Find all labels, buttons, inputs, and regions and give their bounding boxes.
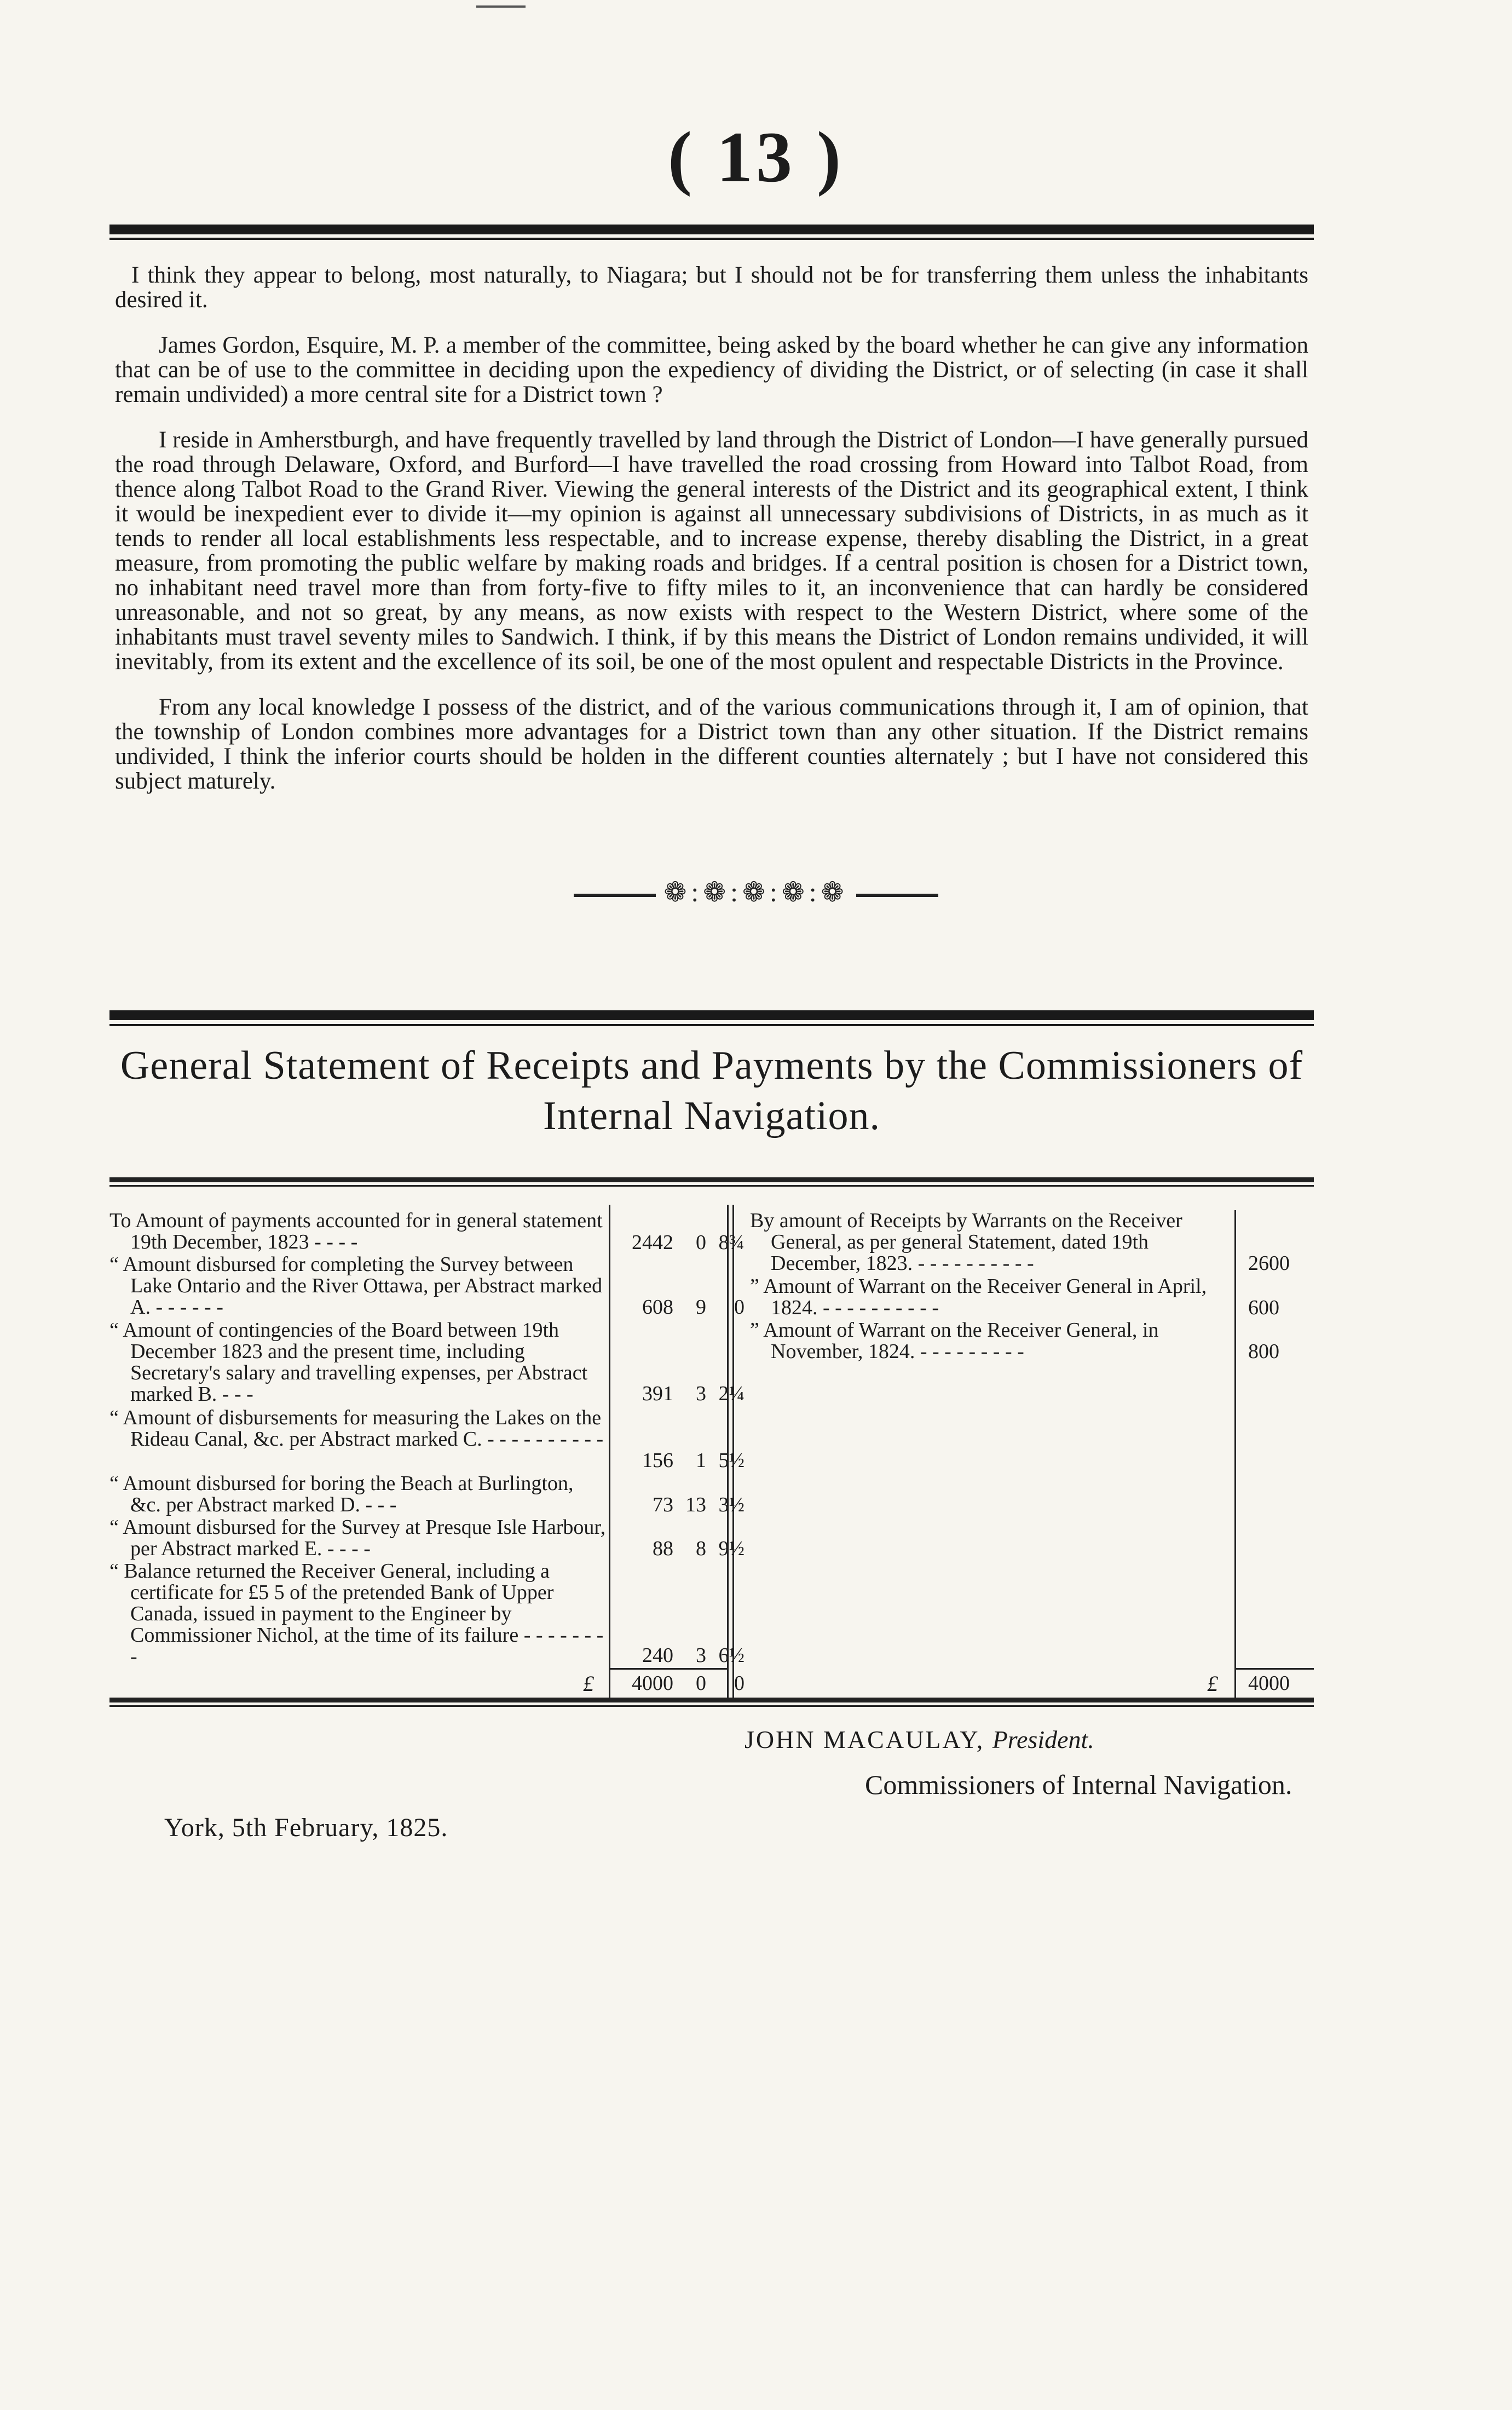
receipts-amount-rule [1234, 1210, 1236, 1698]
header-rule [109, 225, 1314, 234]
statement-title: General Statement of Receipts and Payments by the Commissioners of Internal Navigation. [120, 1043, 1303, 1138]
paragraph: I reside in Amherstburgh, and have frequently travelled by land through the District of London—I have generally pursued the road through Delaware, Oxford, and Burford—I have travelled the road crossing from Howard into Talbot Road, from thence along Talbot Road to the Grand River. Viewing the general interests of the District and its geographical extent, I think it would be inexpedient ever to divide it—my opinion is against all unnecessary subdivisions of Districts, in as much as it tends to render all local establishments less respectable, and to increase expense, thereby disabling the District, in a great measure, from promoting the public welfare by making roads and bridges. If a central position is chosen for a District town, no inhabitant need travel more than from forty-five to fifty miles to it, an inconvenience that can hardly be considered unreasonable, and not so great, by any means, as now exists with respect to the Western District, where some of the inhabitants must travel seventy miles to Sandwich. I think, if by this means the District of London remains undivided, it will inevitably, from its extent and the excellence of its soil, be one of the most opulent and respectable Districts in the Province. [115, 427, 1308, 675]
receipt-amount: 2600 [1248, 1252, 1290, 1275]
payment-amount: 240 3 6½ [642, 1644, 745, 1667]
payments-total: 4000 0 0 [632, 1672, 745, 1695]
table-bottom-rule-thin [109, 1705, 1314, 1707]
dateline: York, 5th February, 1825. [164, 1813, 448, 1842]
testimony-text [115, 263, 1308, 814]
statement-top-rule [109, 1010, 1314, 1020]
payment-amount: 88 8 9½ [653, 1537, 745, 1560]
account-statement: To Amount of payments accounted for in general statement 19th December, 1823 - - - - 2442 0 8¾ “ Amount disbursed for completing the Survey between Lake Ontario and the River Ottawa, per Abstract marked A. - - - - - - 608 9 0 “ Amount of contingencies of the Board between 19th December 1823 and the present time, including Secretary's salary and travelling expenses, per Abstract marked B. - - - 391 3 2¼ “ Amount of disbursements for measuring the Lakes on the Rideau Canal, &c. per Abstract marked C. - - - - - - - - - - 156 1 5½ “ Amount disbursed for boring the Beach at Burlington, &c. per Abstract marked D. - - - 73 13 3½ “ Amount disbursed for the Survey at Presque Isle Harbour, per Abstract marked E. - - - - 88 8 9½ “ Balance returned the Receiver General, including a certificate for £5 5 of the pretended Bank of Upper Canada, issued in payment to the Engineer by Commissioner Nichol, at the time of its failure - - - - - - - - 240 3 6½ £ 4000 0 0 By amount of Receipts by Warrants on the Receiver General, as per general Statement, dated 19th December, 1823. - - - - - - - - - - 2600 ” Amount of Warrant on the Receiver General in April, 1824. - - - - - - - - - - 600 ” Amount of Warrant on the Receiver General, in November, 1824. - - - - - - - - - 800 £ 4000 [109, 1177, 1314, 1698]
payment-amount: 73 13 3½ [653, 1493, 745, 1516]
payment-amount: 391 3 2¼ [642, 1382, 745, 1405]
statement-top-rule-thin [109, 1024, 1314, 1026]
page-number: ( 13 ) [668, 117, 844, 197]
payment-amount: 2442 0 8¾ [632, 1231, 745, 1254]
table-bottom-rule [109, 1698, 1314, 1702]
pound-symbol: £ [583, 1671, 594, 1696]
ornament-glyphs: ❁:❁:❁:❁:❁ [663, 877, 849, 907]
header-rule-thin [109, 238, 1314, 240]
stray-mark [476, 5, 526, 8]
signatory-body: Commissioners of Internal Navigation. [865, 1769, 1292, 1800]
payments-sum-rule [609, 1668, 728, 1670]
signatory [745, 1725, 1094, 1754]
paragraph: James Gordon, Esquire, M. P. a member of the committee, being asked by the board whether he can give any information that can be of use to the committee in deciding upon the expediency of dividing the District, or of selecting (in case it shall remain undivided) a more central site for a District town ? [115, 332, 1308, 407]
payment-amount: 156 1 5½ [642, 1449, 745, 1472]
section-ornament [0, 876, 1512, 908]
receipts-total: 4000 [1248, 1672, 1290, 1695]
table-top-rule [109, 1177, 1314, 1182]
paragraph: I think they appear to belong, most naturally, to Niagara; but I should not be for transferring them unless the inhabitants desired it. [115, 262, 1308, 313]
paragraph: From any local knowledge I possess of the district, and of the various communications through it, I am of opinion, that the township of London combines more advantages for a District town than any other situation. If the District remains undivided, I think the inferior courts should be holden in the different counties alternately ; but I have not considered this subject maturely. [115, 694, 1308, 794]
receipt-amount: 600 [1248, 1296, 1279, 1319]
table-top-rule-thin [109, 1185, 1314, 1187]
signatory-name: JOHN MACAULAY, [745, 1725, 985, 1753]
receipts-sum-rule [1234, 1668, 1314, 1670]
payment-amount: 608 9 0 [642, 1296, 745, 1319]
pound-symbol: £ [1207, 1671, 1218, 1696]
signatory-title: President. [992, 1725, 1094, 1753]
receipt-amount: 800 [1248, 1340, 1279, 1363]
